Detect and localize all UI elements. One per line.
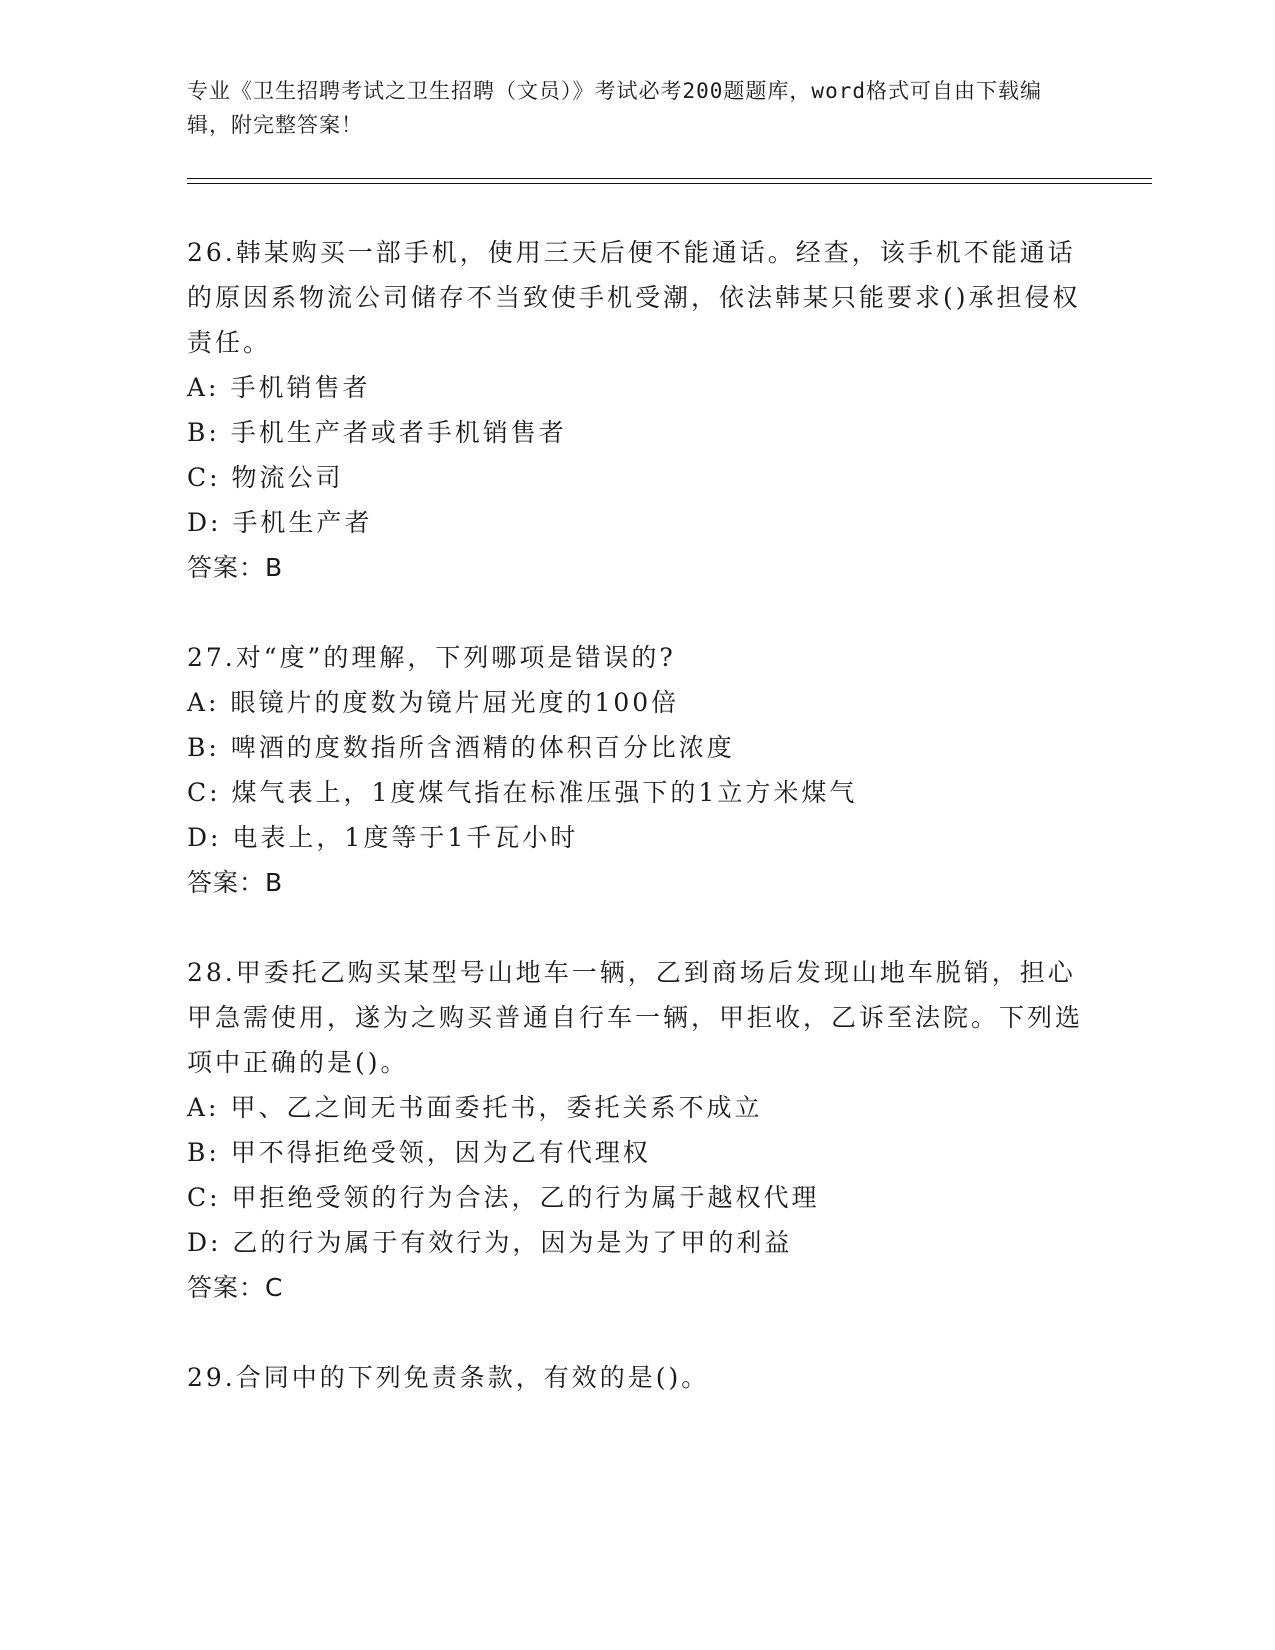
question-number: 26. (187, 238, 236, 267)
option-c (187, 1175, 1087, 1220)
option-a (187, 1085, 1087, 1130)
answer-line: 答案：B (187, 553, 284, 582)
question-number: 29. (187, 1363, 236, 1392)
option-text: 电表上，1度等于1千瓦小时 (232, 823, 579, 852)
option-b (187, 725, 1087, 770)
option-text: 手机销售者 (230, 373, 371, 402)
question-number: 27. (187, 643, 236, 672)
option-text: 物流公司 (231, 463, 344, 492)
question-stem (187, 635, 1087, 680)
question-stem (187, 950, 1087, 1085)
option-text: 眼镜片的度数为镜片屈光度的100倍 (230, 688, 680, 717)
option-key: B: (187, 1138, 220, 1167)
question-29 (187, 1355, 1087, 1400)
option-key: C: (187, 463, 221, 492)
option-c (187, 455, 1087, 500)
question-28 (187, 950, 1087, 1310)
answer-line: 答案：B (187, 868, 284, 897)
question-text: 韩某购买一部手机，使用三天后便不能通话。经查，该手机不能通话的原因系物流公司储存不当致使手机受潮，依法韩某只能要求()承担侵权责任。 (187, 238, 1081, 357)
question-list (187, 230, 1087, 1445)
option-key: A: (187, 373, 220, 402)
option-key: B: (187, 733, 220, 762)
option-a (187, 365, 1087, 410)
header-divider-bottom (187, 183, 1152, 184)
option-key: B: (187, 418, 220, 447)
option-key: C: (187, 778, 221, 807)
question-text: 甲委托乙购买某型号山地车一辆，乙到商场后发现山地车脱销，担心甲急需使用，遂为之购买普通自行车一辆，甲拒收，乙诉至法院。下列选项中正确的是()。 (187, 958, 1084, 1077)
header-divider-top (187, 178, 1152, 179)
option-key: D: (187, 1228, 222, 1257)
option-key: D: (187, 508, 222, 537)
document-header (187, 74, 1067, 142)
question-26 (187, 230, 1087, 590)
option-key: D: (187, 823, 222, 852)
option-d (187, 1220, 1087, 1265)
question-number: 28. (187, 958, 236, 987)
option-text: 甲拒绝受领的行为合法，乙的行为属于越权代理 (231, 1183, 820, 1212)
question-text: 对“度”的理解，下列哪项是错误的? (235, 643, 676, 672)
option-text: 甲、乙之间无书面委托书，委托关系不成立 (230, 1093, 763, 1122)
option-text: 煤气表上，1度煤气指在标准压强下的1立方米煤气 (231, 778, 858, 807)
question-stem (187, 230, 1087, 365)
option-key: C: (187, 1183, 221, 1212)
option-text: 甲不得拒绝受领，因为乙有代理权 (230, 1138, 651, 1167)
option-text: 手机生产者或者手机销售者 (230, 418, 567, 447)
option-d (187, 500, 1087, 545)
option-key: A: (187, 1093, 220, 1122)
option-text: 手机生产者 (232, 508, 373, 537)
answer-line: 答案：C (187, 1273, 284, 1302)
question-stem (187, 1355, 1087, 1400)
header-text: 专业《卫生招聘考试之卫生招聘（文员）》考试必考200题题库，word格式可自由下载编辑，附完整答案！ (187, 79, 1042, 137)
option-text: 乙的行为属于有效行为，因为是为了甲的利益 (232, 1228, 793, 1257)
option-c (187, 770, 1087, 815)
option-b (187, 410, 1087, 455)
option-b (187, 1130, 1087, 1175)
option-text: 啤酒的度数指所含酒精的体积百分比浓度 (230, 733, 735, 762)
question-27 (187, 635, 1087, 905)
option-key: A: (187, 688, 220, 717)
question-text: 合同中的下列免责条款，有效的是()。 (235, 1363, 710, 1392)
option-d (187, 815, 1087, 860)
option-a (187, 680, 1087, 725)
